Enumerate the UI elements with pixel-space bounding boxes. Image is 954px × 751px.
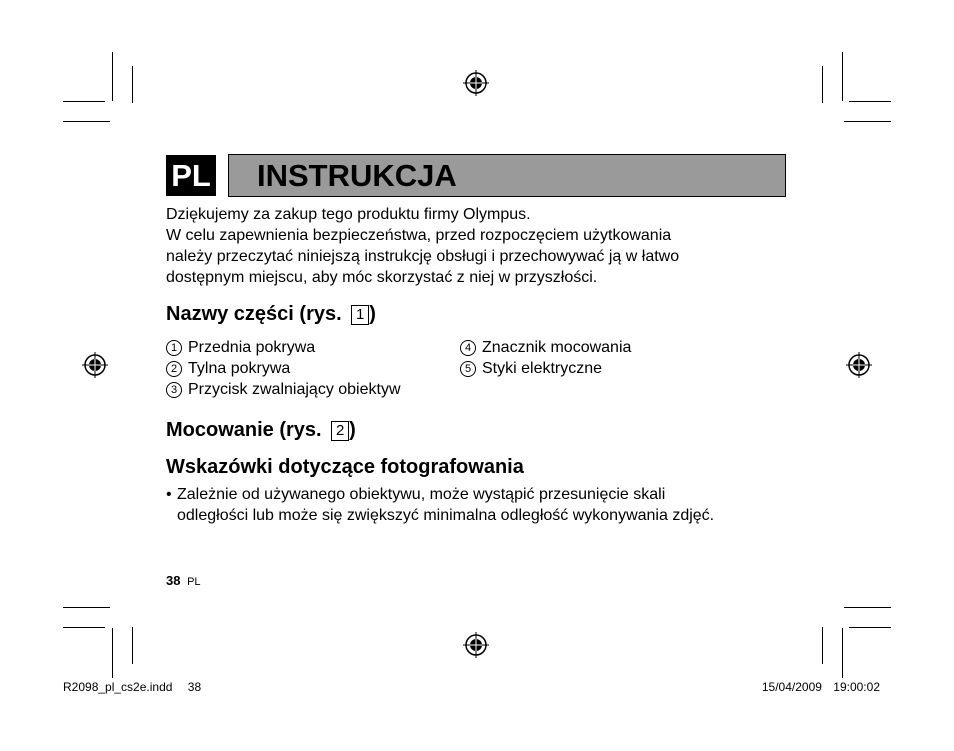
crop-mark: [63, 627, 105, 628]
bullet-icon: •: [166, 486, 172, 503]
mounting-heading-close: ): [349, 419, 356, 441]
page-title: INSTRUKCJA: [257, 158, 457, 193]
crop-mark: [842, 52, 843, 101]
list-item: [166, 379, 401, 400]
parts-list-right: [460, 337, 631, 379]
parts-heading-close: ): [369, 303, 376, 325]
crop-mark: [63, 121, 110, 122]
page-number: 38: [166, 573, 181, 588]
mounting-heading: [166, 418, 356, 442]
mounting-heading-text: Mocowanie (rys.: [166, 419, 328, 441]
crop-mark: [112, 628, 113, 678]
crop-mark: [849, 101, 891, 102]
list-item: [460, 358, 631, 379]
list-item: [166, 358, 401, 379]
parts-list-left: [166, 337, 401, 400]
item-number-icon: 1: [166, 340, 182, 356]
registration-mark-icon: [463, 632, 489, 658]
item-number-icon: 4: [460, 340, 476, 356]
list-item: [460, 337, 631, 358]
title-bar: [228, 154, 786, 197]
slug-file: [63, 680, 201, 694]
list-item-label: Znacznik mocowania: [482, 339, 632, 356]
item-number-icon: 5: [460, 361, 476, 377]
crop-mark: [822, 627, 823, 664]
registration-mark-icon: [846, 352, 872, 378]
intro-line: dostępnym miejscu, aby móc skorzystać z niej w przyszłości.: [166, 269, 598, 286]
figure-number-box: 2: [331, 421, 349, 441]
crop-mark: [844, 121, 891, 122]
crop-mark: [63, 101, 105, 102]
slug-time: 19:00:02: [833, 680, 880, 694]
tips-heading: Wskazówki dotyczące fotografowania: [166, 456, 524, 478]
list-item-label: Tylna pokrywa: [188, 360, 291, 377]
list-item-label: Styki elektryczne: [482, 360, 603, 377]
page-footer: [166, 573, 201, 590]
intro-paragraph: [166, 204, 679, 288]
registration-mark-icon: [463, 70, 489, 96]
page-language: PL: [187, 576, 201, 588]
crop-mark: [844, 607, 891, 608]
tips-bullet-item: [166, 484, 714, 526]
item-number-icon: 3: [166, 382, 182, 398]
registration-mark-icon: [82, 352, 108, 378]
crop-mark: [112, 52, 113, 101]
parts-heading-text: Nazwy części (rys.: [166, 303, 348, 325]
list-item-label: Przycisk zwalniający obiektyw: [188, 381, 401, 398]
slug-datetime: [762, 680, 880, 694]
slug-date: 15/04/2009: [761, 680, 822, 694]
crop-mark: [849, 627, 891, 628]
crop-mark: [132, 66, 133, 103]
language-badge: PL: [166, 155, 216, 196]
intro-line: Dziękujemy za zakup tego produktu firmy Olympus.: [166, 206, 531, 223]
intro-line: należy przeczytać niniejszą instrukcję obsługi i przechowywać ją w łatwo: [166, 248, 680, 265]
crop-mark: [842, 628, 843, 678]
crop-mark: [132, 627, 133, 664]
parts-heading: [166, 302, 376, 326]
crop-mark: [63, 607, 110, 608]
slug-filename: R2098_pl_cs2e.indd: [63, 680, 173, 694]
list-item-label: Przednia pokrywa: [188, 339, 316, 356]
crop-mark: [822, 66, 823, 103]
tips-line: odległości lub może się zwiększyć minimalna odległość wykonywania zdjęć.: [177, 507, 715, 524]
tips-line: Zależnie od używanego obiektywu, może wystąpić przesunięcie skali: [177, 486, 666, 503]
slug-page: 38: [187, 680, 202, 694]
intro-line: W celu zapewnienia bezpieczeństwa, przed rozpoczęciem użytkowania: [166, 227, 672, 244]
figure-number-box: 1: [351, 305, 369, 325]
list-item: [166, 337, 401, 358]
item-number-icon: 2: [166, 361, 182, 377]
